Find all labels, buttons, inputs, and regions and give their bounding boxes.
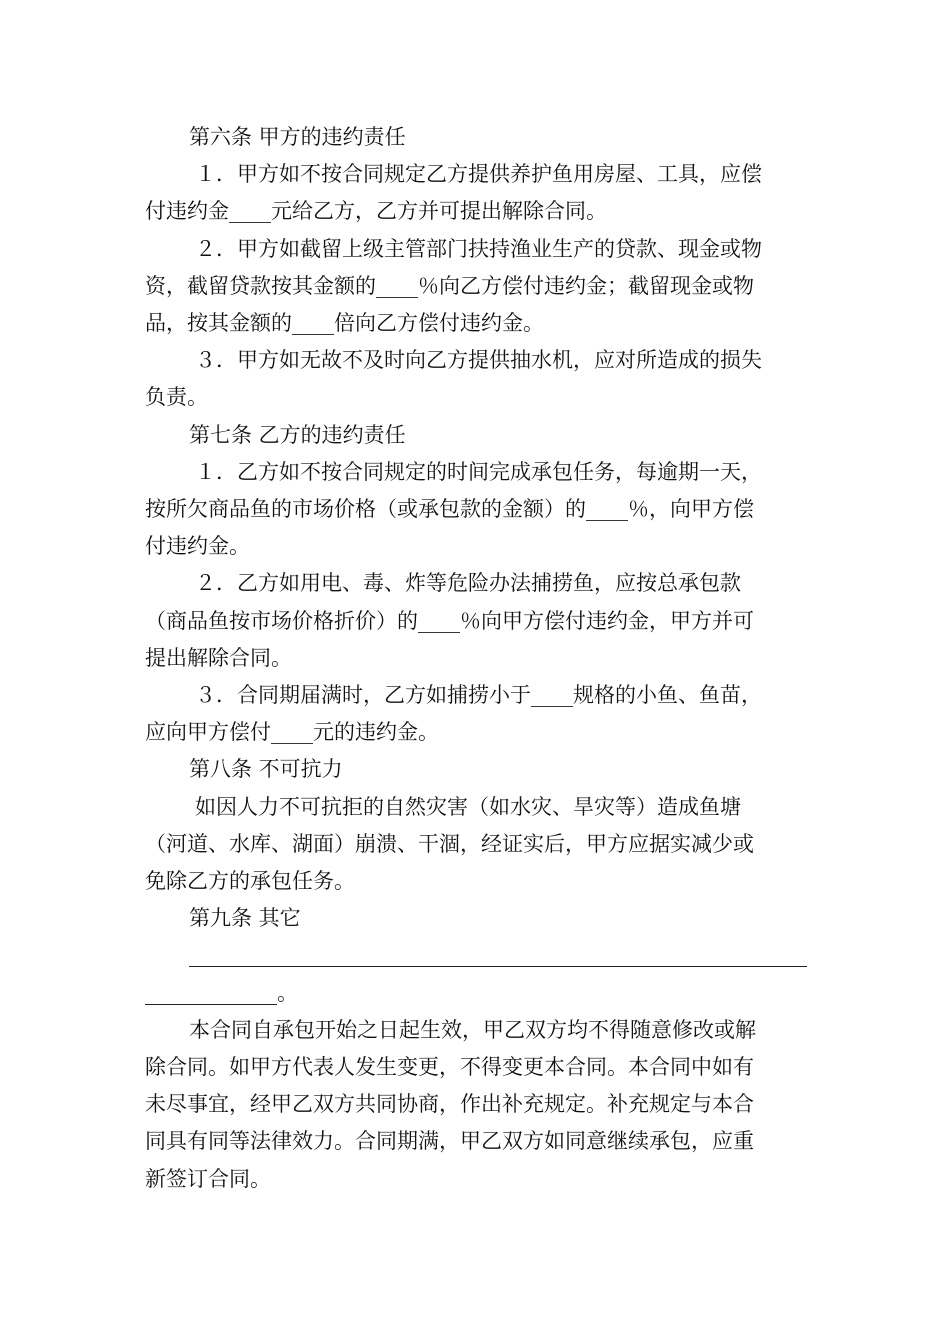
blank-fill-line-end — [145, 975, 807, 1012]
text-line: 同具有同等法律效力。合同期满，甲乙双方如同意继续承包，应重 — [145, 1129, 754, 1154]
text-line: 免除乙方的承包任务。 — [145, 869, 355, 894]
text-line: ２．甲方如截留上级主管部门扶持渔业生产的贷款、现金或物 — [195, 236, 762, 261]
article-6-item-2 — [145, 231, 807, 343]
underline-rule — [145, 1004, 277, 1005]
text-line: 除合同。如甲方代表人发生变更，不得变更本合同。本合同中如有 — [145, 1055, 754, 1080]
text-line: １．乙方如不按合同规定的时间完成承包任务，每逾期一天， — [195, 459, 762, 484]
article-8-body — [145, 789, 807, 901]
blank-fill-line — [145, 937, 807, 974]
text-line: 本合同自承包开始之日起生效，甲乙双方均不得随意修改或解 — [189, 1017, 756, 1042]
article-7-heading: 第七条 乙方的违约责任 — [189, 422, 406, 447]
text-line: 付违约金。 — [145, 534, 250, 559]
article-8-heading: 第八条 不可抗力 — [189, 757, 343, 782]
article-6-heading: 第六条 甲方的违约责任 — [189, 125, 406, 149]
article-9-heading: 第九条 其它 — [189, 906, 301, 931]
text-line: 如因人力不可抗拒的自然灾害（如水灾、旱灾等）造成鱼塘 — [195, 794, 741, 819]
text-line: 负责。 — [145, 385, 208, 410]
text-line: 品，按其金额的____倍向乙方偿付违约金。 — [145, 311, 544, 336]
contract-page — [145, 119, 807, 1198]
period-mark: 。 — [277, 980, 298, 1005]
text-line: ３．合同期届满时，乙方如捕捞小于____规格的小鱼、鱼苗， — [195, 683, 762, 708]
text-line: ２．乙方如用电、毒、炸等危险办法捕捞鱼，应按总承包款 — [195, 571, 741, 596]
text-line: （商品鱼按市场价格折价）的____％向甲方偿付违约金，甲方并可 — [145, 608, 754, 633]
article-7-item-3 — [145, 677, 807, 751]
text-line: 新签订合同。 — [145, 1166, 271, 1191]
text-line: 未尽事宜，经甲乙双方共同协商，作出补充规定。补充规定与本合 — [145, 1092, 754, 1117]
text-line: （河道、水库、湖面）崩溃、干涸，经证实后，甲方应据实减少或 — [145, 831, 754, 856]
underline-rule — [189, 966, 807, 967]
article-6-item-3 — [145, 342, 807, 416]
text-line: 提出解除合同。 — [145, 645, 292, 670]
text-line: 资，截留贷款按其金额的____％向乙方偿付违约金；截留现金或物 — [145, 273, 754, 298]
text-line: １．甲方如不按合同规定乙方提供养护鱼用房屋、工具，应偿 — [195, 162, 762, 187]
article-7-item-1 — [145, 454, 807, 566]
text-line: ３．甲方如无故不及时向乙方提供抽水机，应对所造成的损失 — [195, 348, 762, 373]
text-line: 应向甲方偿付____元的违约金。 — [145, 720, 439, 745]
article-6-item-1 — [145, 156, 807, 230]
closing-paragraph — [145, 1012, 807, 1198]
article-7-item-2 — [145, 565, 807, 677]
text-line: 按所欠商品鱼的市场价格（或承包款的金额）的____％，向甲方偿 — [145, 497, 754, 522]
text-line: 付违约金____元给乙方，乙方并可提出解除合同。 — [145, 199, 607, 224]
